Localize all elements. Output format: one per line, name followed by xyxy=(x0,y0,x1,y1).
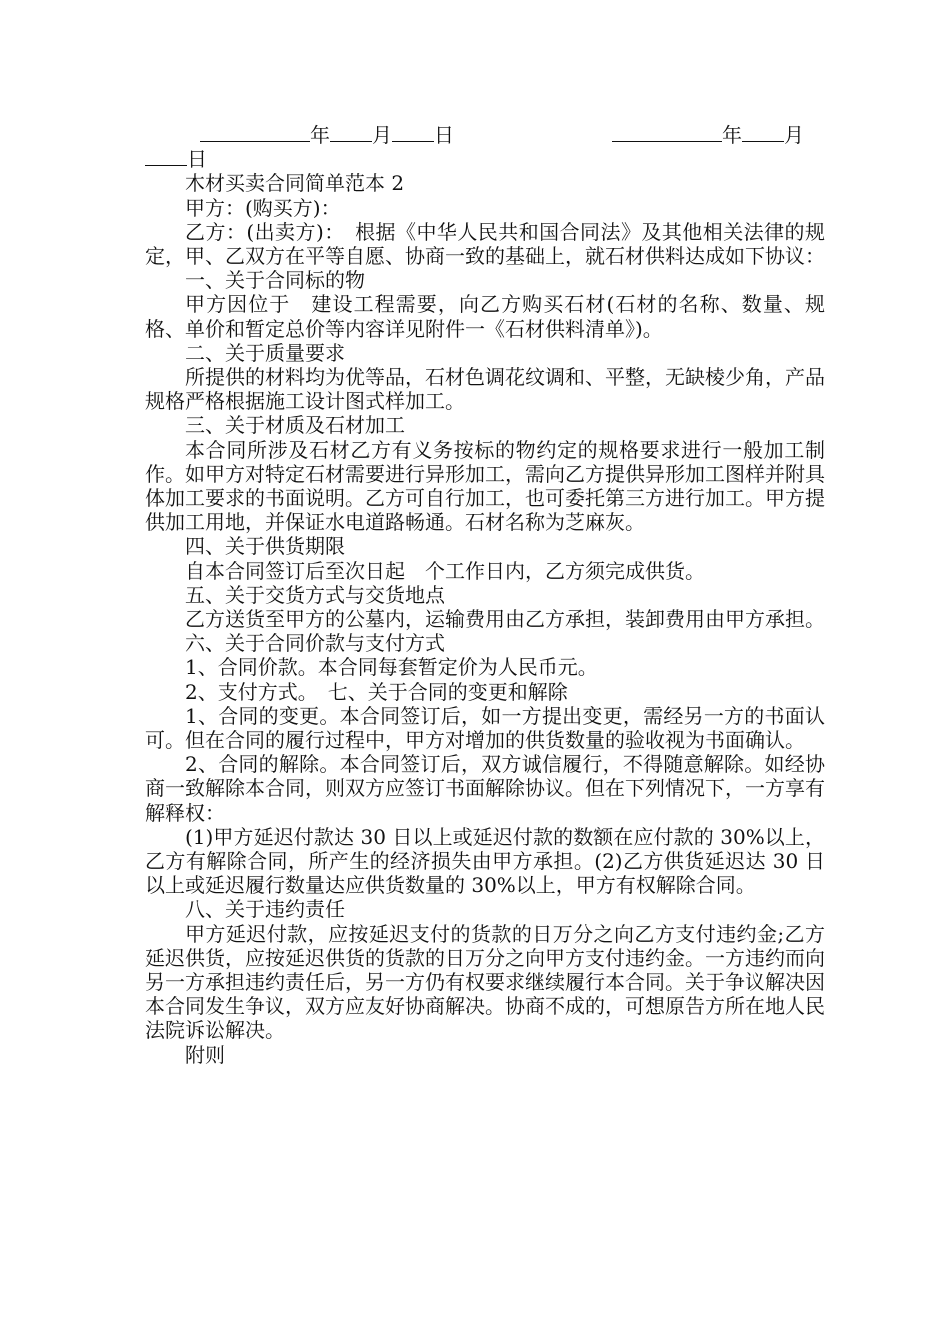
contract-paragraph: 四、关于供货期限 xyxy=(185,534,345,559)
day-label-2: 日 xyxy=(187,147,207,172)
date-signature-row xyxy=(145,123,825,147)
party-a-label: 甲方：(购买方)： xyxy=(185,195,341,220)
contract-paragraph: 所提供的材料均为优等品，石材色调花纹调和、平整，无缺棱少角，产品规格严格根据施工设计图式样加工。 xyxy=(145,365,825,414)
contract-paragraph: (1)甲方延迟付款达 30 日以上或延迟付款的数额在应付款的 30%以上，乙方有解除合同，所产生的经济损失由甲方承担。(2)乙方供货延迟达 30 日以上或延迟履行数量达应供货数量的 30%以上，甲方有权解除合同。 xyxy=(145,824,825,898)
contract-paragraph: 六、关于合同价款与支付方式 xyxy=(185,631,445,656)
contract-paragraph: 三、关于材质及石材加工 xyxy=(185,413,405,438)
contract-paragraph: 五、关于交货方式与交货地点 xyxy=(185,582,445,607)
year-label-2: 年 xyxy=(722,123,742,147)
contract-paragraph: 乙方送货至甲方的公墓内，运输费用由乙方承担，装卸费用由甲方承担。 xyxy=(185,607,825,632)
date-signature-row-wrap xyxy=(145,147,825,171)
month-label-2: 月 xyxy=(784,123,804,147)
contract-paragraph: 乙方：(出卖方)： 根据《中华人民共和国合同法》及其他相关法律的规定，甲、乙双方在平等自愿、协商一致的基础上，就石材供料达成如下协议： xyxy=(145,219,825,268)
contract-paragraph: 2、支付方式。 七、关于合同的变更和解除 xyxy=(185,679,568,704)
day-blank-2 xyxy=(145,147,187,166)
contract-paragraph: 甲方延迟付款，应按延迟支付的货款的日万分之向乙方支付违约金;乙方延迟供货，应按延迟供货的货款的日万分之向甲方支付违约金。一方违约而向另一方承担违约责任后，另一方仍有权要求继续履行本合同。关于争议解决因本合同发生争议，双方应友好协商解决。协商不成的，可想原告方所在地人民法院诉讼解决。 xyxy=(145,921,825,1043)
year-label-1: 年 xyxy=(310,123,330,147)
contract-paragraph: 本合同所涉及石材乙方有义务按标的物约定的规格要求进行一般加工制作。如甲方对特定石材需要进行异形加工，需向乙方提供异形加工图样并附具体加工要求的书面说明。乙方可自行加工，也可委托第三方进行加工。甲方提供加工用地，并保证水电道路畅通。石材名称为芝麻灰。 xyxy=(145,437,825,535)
contract-paragraph: 1、合同的变更。本合同签订后，如一方提出变更，需经另一方的书面认可。但在合同的履行过程中，甲方对增加的供货数量的验收视为书面确认。 xyxy=(145,703,825,753)
contract-paragraph: 附则 xyxy=(185,1042,225,1067)
contract-paragraphs xyxy=(145,220,825,1067)
contract-paragraph: 一、关于合同标的物 xyxy=(185,268,365,293)
month-blank-2 xyxy=(742,123,784,142)
document-body xyxy=(145,123,825,1067)
contract-paragraph: 二、关于质量要求 xyxy=(185,340,345,365)
contract-paragraph: 自本合同签订后至次日起 个工作日内，乙方须完成供货。 xyxy=(185,558,705,583)
year-blank-1 xyxy=(200,123,310,142)
month-blank-1 xyxy=(330,123,372,142)
contract-paragraph: 八、关于违约责任 xyxy=(185,897,345,922)
contract-paragraph: 2、合同的解除。本合同签订后，双方诚信履行，不得随意解除。如经协商一致解除本合同，则双方应签订书面解除协议。但在下列情况下，一方享有解释权： xyxy=(145,752,825,825)
document-title: 木材买卖合同简单范本 2 xyxy=(185,171,405,196)
year-blank-2 xyxy=(612,123,722,142)
day-label-1: 日 xyxy=(434,123,454,147)
contract-paragraph: 甲方因位于 建设工程需要，向乙方购买石材(石材的名称、数量、规格、单价和暂定总价等内容详见附件一《石材供料清单》)。 xyxy=(145,292,825,341)
contract-paragraph: 1、合同价款。本合同每套暂定价为人民币元。 xyxy=(185,655,598,680)
month-label-1: 月 xyxy=(372,123,392,147)
day-blank-1 xyxy=(392,123,434,142)
